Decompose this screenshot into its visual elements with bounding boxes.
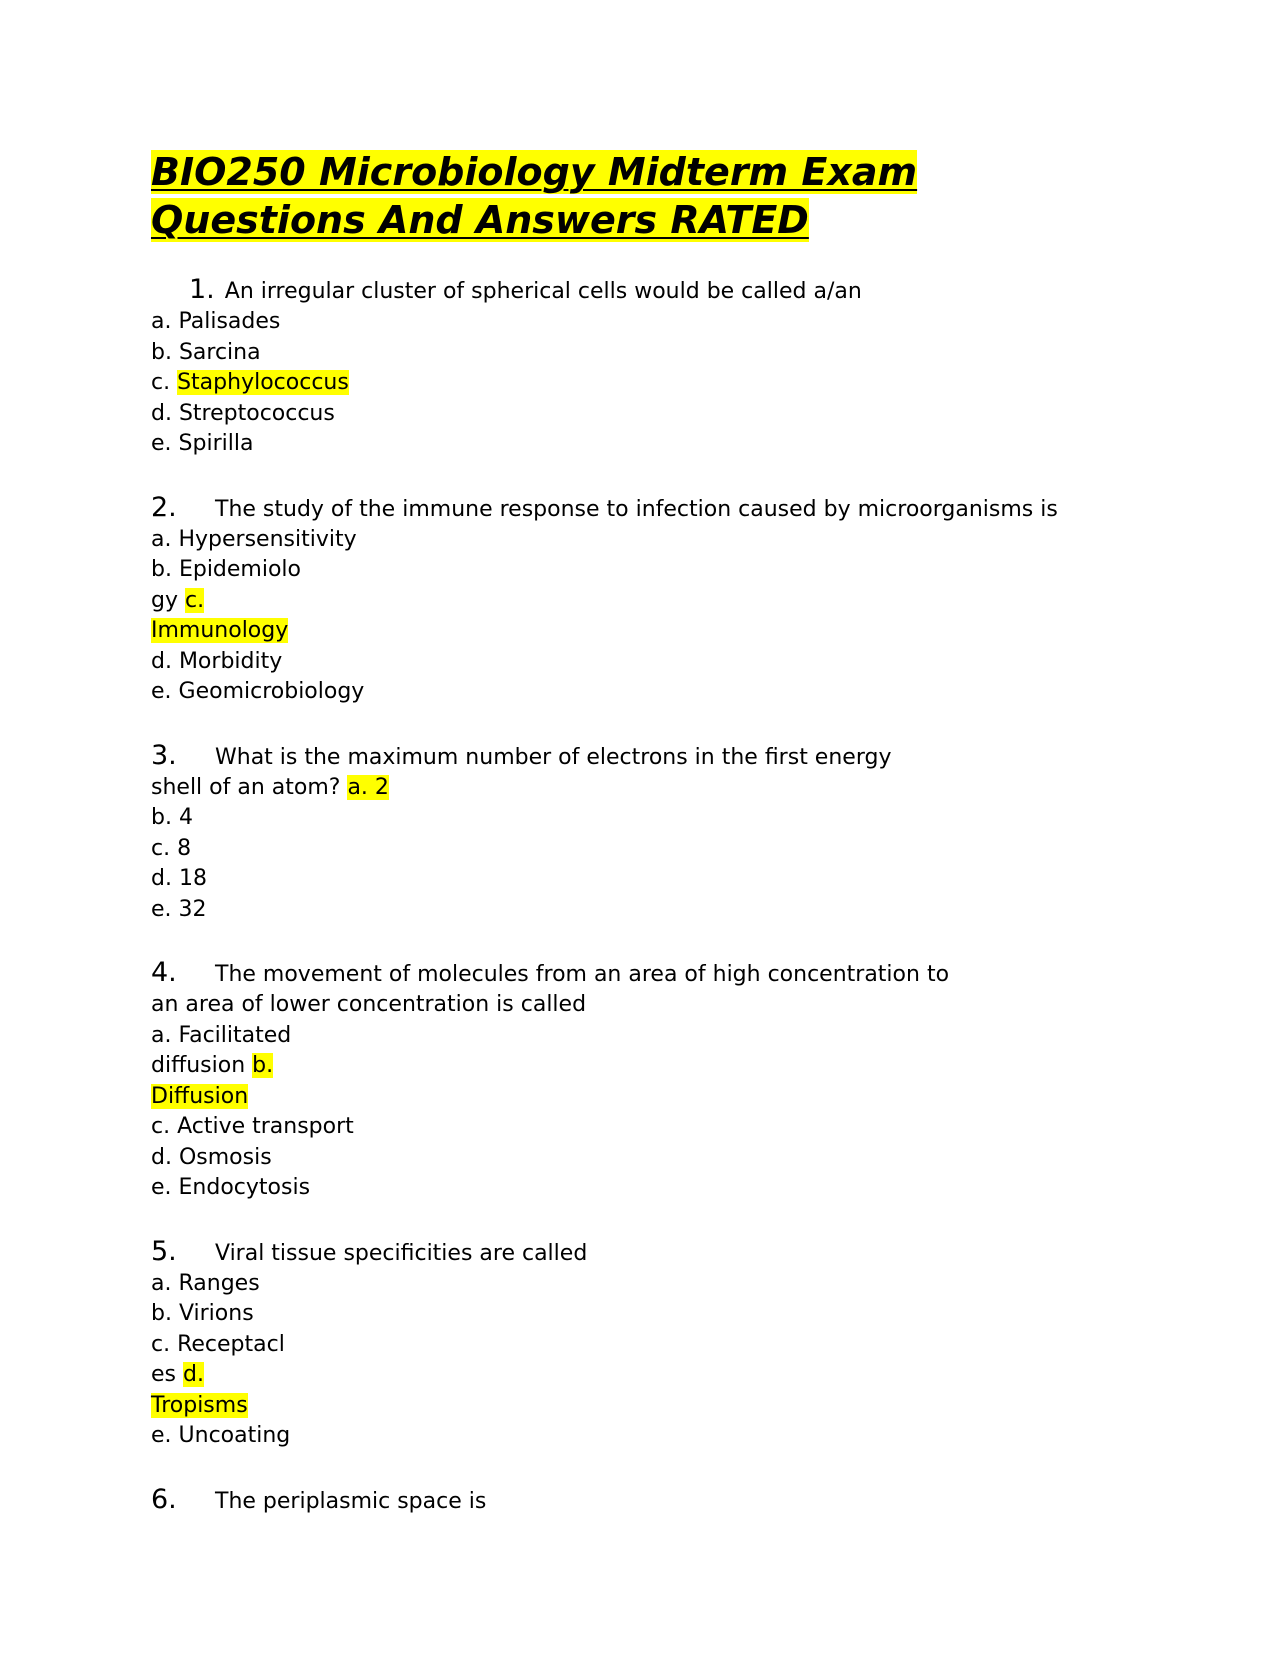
answer-line: [151, 1299, 1151, 1330]
answer-text: a. Palisades: [151, 309, 281, 334]
correct-answer-highlight: b.: [252, 1053, 274, 1078]
question-prompt: The movement of molecules from an area of high concentration to: [215, 962, 950, 987]
answer-text: shell of an atom?: [151, 774, 348, 800]
answer-line: [151, 555, 1151, 586]
question-prompt: The periplasmic space is: [215, 1488, 487, 1514]
answer-text: e. Geomicrobiology: [151, 679, 365, 704]
answer-text: d. Streptococcus: [151, 400, 335, 426]
question-number: 2.: [151, 491, 177, 523]
question-prompt-line: [151, 492, 1151, 525]
question-number: 5.: [151, 1235, 177, 1267]
answer-text: b. Virions: [151, 1301, 254, 1326]
answer-text: gy: [151, 587, 185, 613]
question-list: [151, 274, 1151, 1517]
answer-line: [151, 773, 1151, 804]
question-prompt-line: [151, 957, 1151, 990]
answer-line: [151, 616, 1151, 647]
question-item: [151, 492, 1151, 708]
answer-line: [151, 1330, 1151, 1361]
answer-text: e. Uncoating: [151, 1423, 291, 1448]
answer-line: [151, 1421, 1151, 1452]
correct-answer-highlight: d.: [183, 1362, 204, 1387]
title-line-2: Questions And Answers RATED: [151, 198, 809, 242]
answer-text: e. 32: [151, 896, 207, 922]
question-item: [151, 274, 1151, 460]
answer-text: c. Active transport: [151, 1114, 354, 1139]
answer-line: [151, 1173, 1151, 1204]
answer-text: d. Osmosis: [151, 1144, 272, 1170]
answer-text: b. Sarcina: [151, 339, 261, 365]
answer-line: [151, 1051, 1151, 1082]
answer-line: [151, 1360, 1151, 1391]
answer-line: [151, 990, 1151, 1021]
correct-answer-highlight: c.: [184, 587, 205, 613]
correct-answer-highlight: Tropisms: [151, 1392, 248, 1418]
question-prompt: What is the maximum number of electrons in the first energy: [215, 744, 892, 770]
question-item: [151, 740, 1151, 926]
answer-text: c.: [151, 370, 178, 395]
answer-line: [151, 1112, 1151, 1143]
question-prompt-line: [151, 274, 1151, 307]
question-prompt-line: [151, 740, 1151, 773]
correct-answer-highlight: Immunology: [151, 618, 289, 643]
exam-document: [151, 148, 1151, 1517]
answer-line: [151, 1269, 1151, 1300]
answer-line: [151, 1391, 1151, 1422]
answer-text: diffusion: [151, 1053, 253, 1078]
question-prompt: An irregular cluster of spherical cells would be called a/an: [224, 279, 862, 304]
answer-line: [151, 864, 1151, 895]
answer-line: [151, 399, 1151, 430]
correct-answer-highlight: Diffusion: [151, 1083, 249, 1109]
question-item: [151, 1484, 1151, 1517]
question-item: [151, 957, 1151, 1204]
answer-line: [151, 307, 1151, 338]
answer-line: [151, 834, 1151, 865]
answer-line: [151, 803, 1151, 834]
document-title: [151, 148, 1151, 244]
answer-line: [151, 1082, 1151, 1113]
answer-text: b. Epidemiolo: [151, 557, 302, 582]
answer-text: a. Hypersensitivity: [151, 526, 357, 552]
question-number: 1.: [189, 274, 215, 305]
answer-line: [151, 1021, 1151, 1052]
answer-line: [151, 647, 1151, 678]
question-prompt: Viral tissue specificities are called: [215, 1240, 588, 1266]
answer-text: d. 18: [151, 866, 207, 891]
answer-line: [151, 1143, 1151, 1174]
question-item: [151, 1236, 1151, 1452]
question-number: 3.: [151, 739, 177, 771]
answer-text: an area of lower concentration is called: [151, 992, 587, 1017]
answer-line: [151, 895, 1151, 926]
answer-text: e. Endocytosis: [151, 1175, 311, 1200]
answer-line: [151, 429, 1151, 460]
answer-text: a. Ranges: [151, 1270, 260, 1296]
question-prompt: The study of the immune response to infection caused by microorganisms is: [215, 496, 1058, 522]
answer-text: c. 8: [151, 835, 192, 861]
question-number: 6.: [151, 1483, 177, 1515]
answer-line: [151, 368, 1151, 399]
answer-text: b. 4: [151, 805, 193, 830]
answer-line: [151, 586, 1151, 617]
answer-text: d. Morbidity: [151, 648, 283, 674]
answer-text: e. Spirilla: [151, 431, 254, 456]
answer-text: a. Facilitated: [151, 1022, 292, 1048]
correct-answer-highlight: a. 2: [347, 774, 389, 800]
answer-line: [151, 677, 1151, 708]
title-line-1: BIO250 Microbiology Midterm Exam: [151, 150, 918, 194]
correct-answer-highlight: Staphylococcus: [177, 370, 349, 395]
question-prompt-line: [151, 1484, 1151, 1517]
question-number: 4.: [151, 957, 177, 988]
answer-text: es: [151, 1362, 183, 1387]
question-prompt-line: [151, 1236, 1151, 1269]
answer-text: c. Receptacl: [151, 1331, 285, 1357]
answer-line: [151, 525, 1151, 556]
answer-line: [151, 338, 1151, 369]
